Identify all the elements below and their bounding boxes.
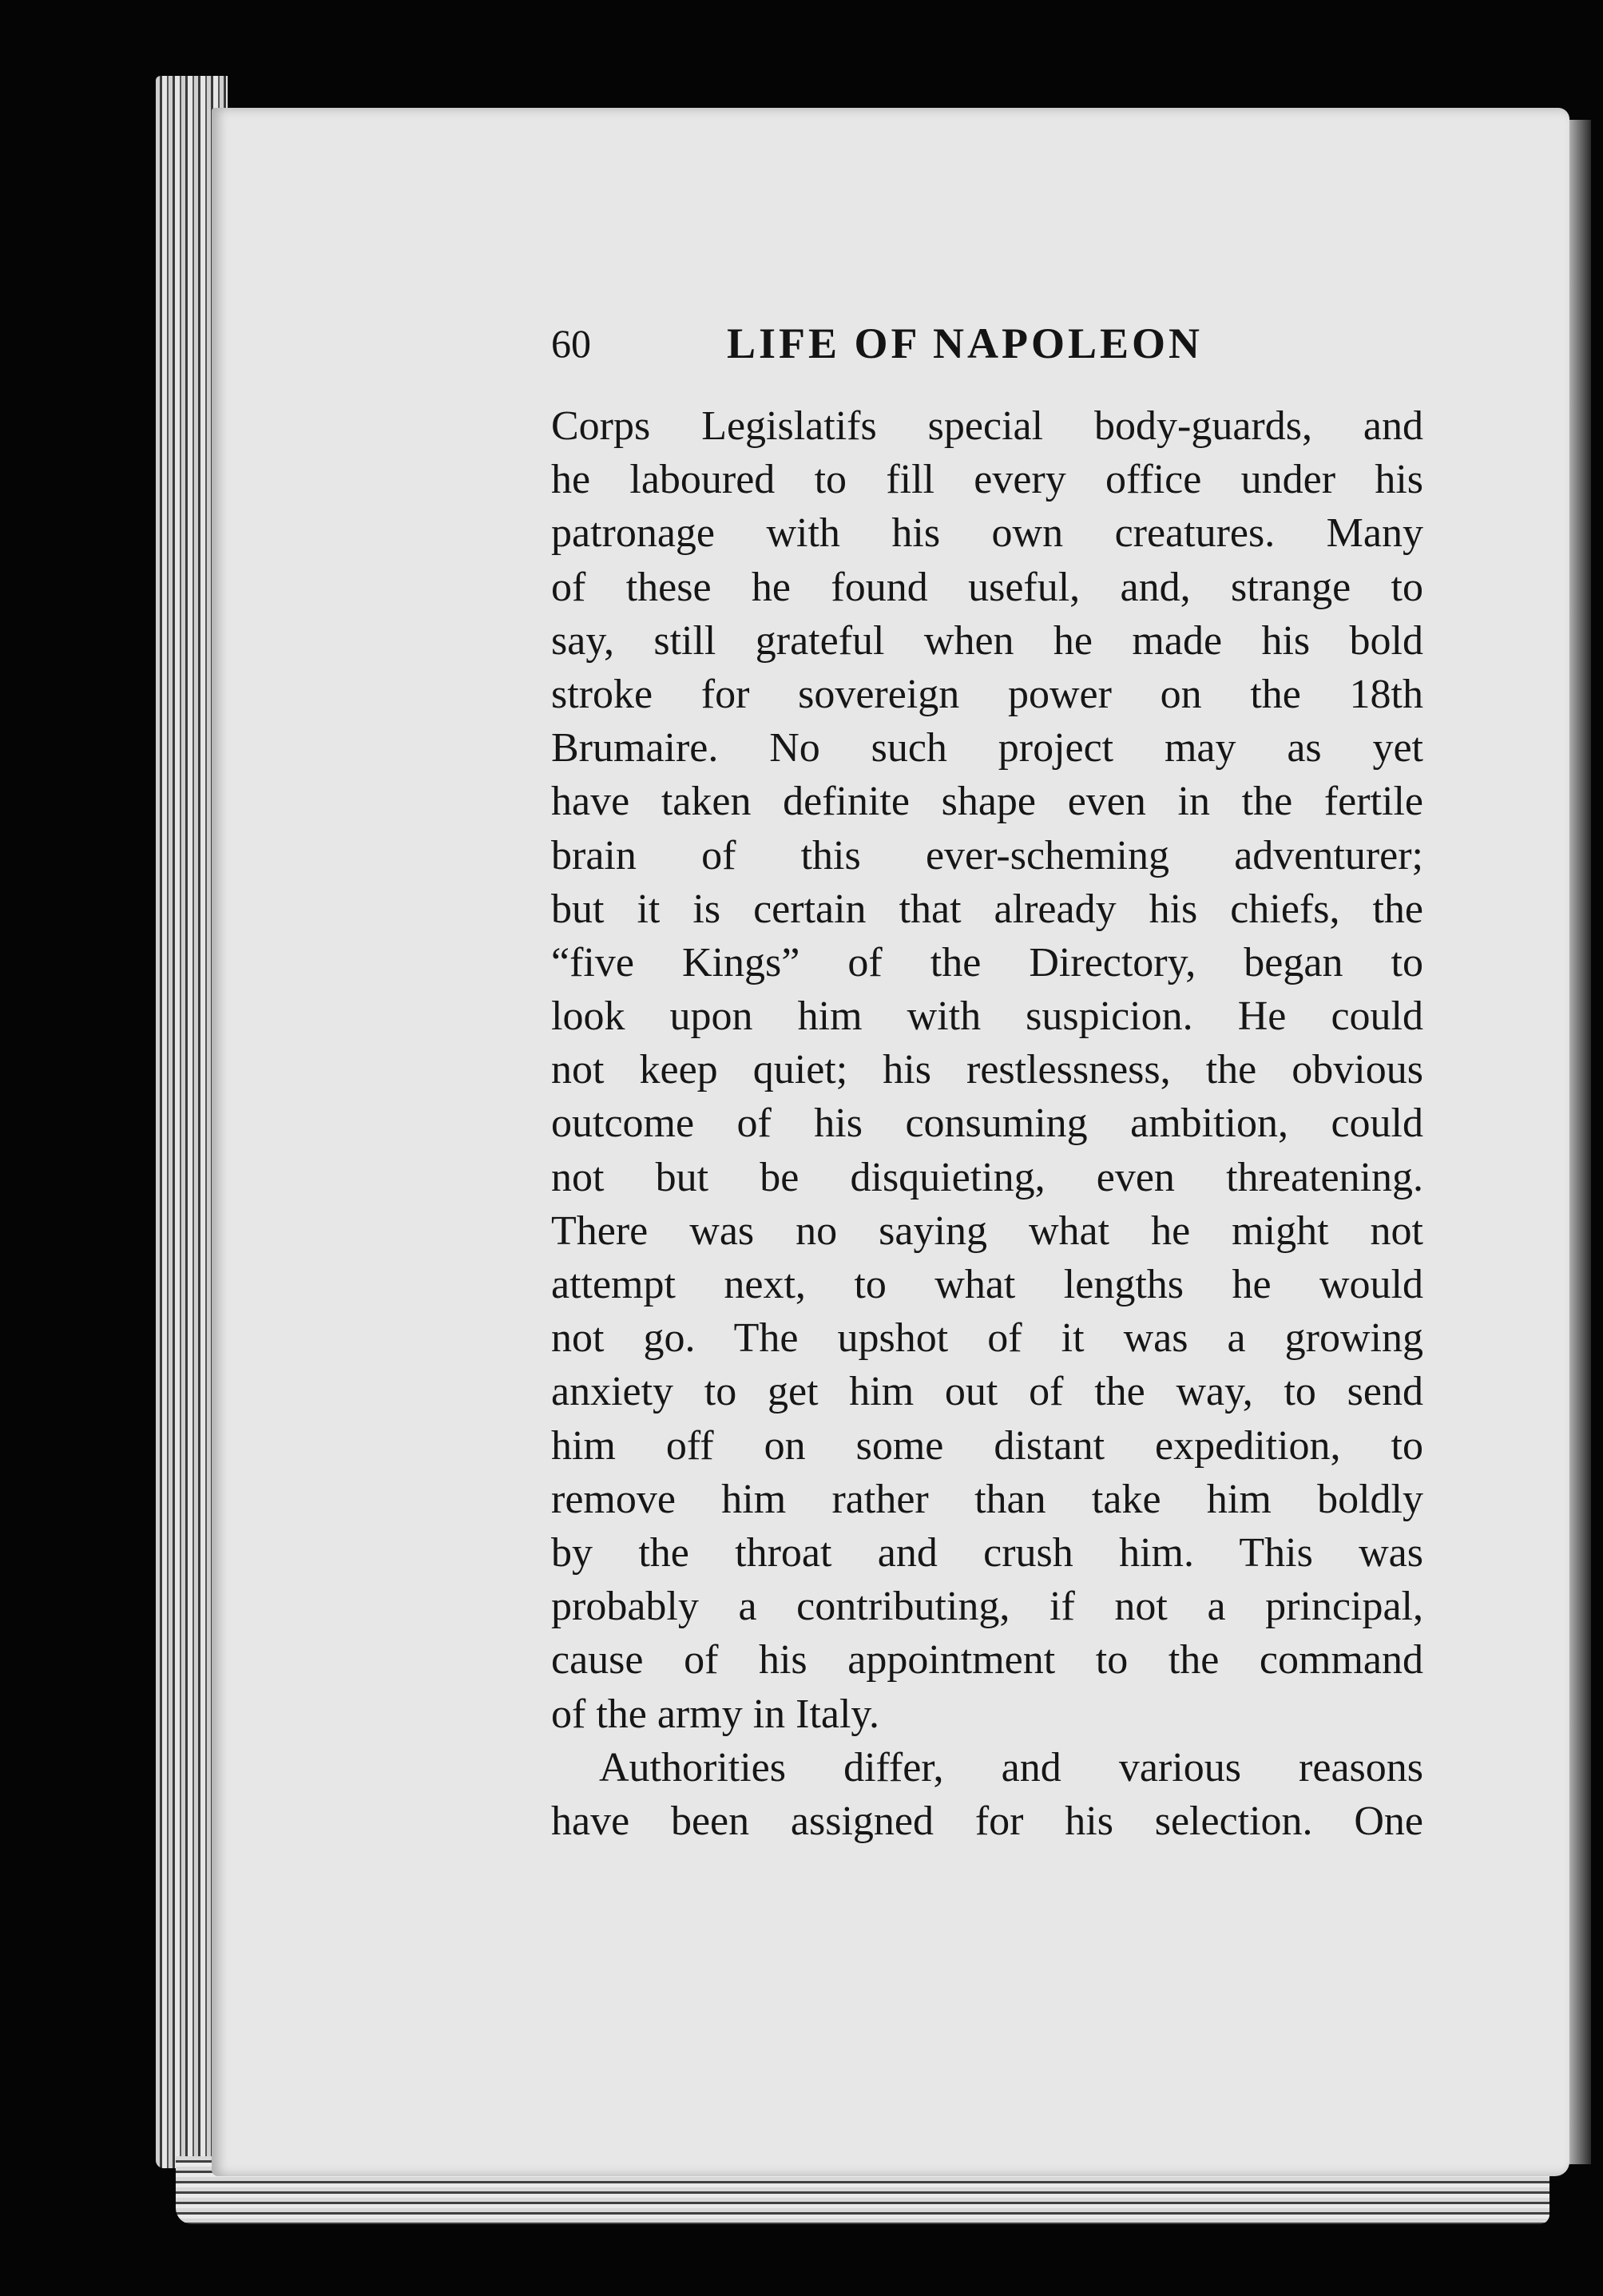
text-line: brain of this ever-scheming adventurer; xyxy=(551,832,1423,878)
running-title: LIFE OF NAPOLEON xyxy=(727,319,1204,367)
book-page-edge-right xyxy=(1567,120,1591,2164)
text-line: remove him rather than take him boldly xyxy=(551,1476,1423,1522)
text-line: he laboured to fill every office under his xyxy=(551,457,1423,503)
text-line: not but be disquieting, even threatening. xyxy=(551,1154,1423,1200)
body-text xyxy=(551,399,1423,1848)
text-line: not keep quiet; his restlessness, the obvious xyxy=(551,1047,1423,1093)
text-line: of the army in Italy. xyxy=(551,1691,880,1737)
running-head xyxy=(551,315,1262,379)
text-line: Brumaire. No such project may as yet xyxy=(551,725,1423,771)
text-line: patronage with his own creatures. Many xyxy=(551,510,1423,557)
page-number: 60 xyxy=(551,321,591,366)
text-line: Corps Legislatifs special body-guards, and xyxy=(551,403,1423,449)
text-line: by the throat and crush him. This was xyxy=(551,1529,1423,1576)
text-line: cause of his appointment to the command xyxy=(551,1637,1423,1683)
text-line: outcome of his consuming ambition, could xyxy=(551,1100,1423,1147)
text-line: look upon him with suspicion. He could xyxy=(551,993,1423,1040)
text-line: stroke for sovereign power on the 18th xyxy=(551,671,1423,717)
text-line: There was no saying what he might not xyxy=(551,1207,1423,1254)
text-line: him off on some distant expedition, to xyxy=(551,1422,1423,1469)
text-line: Authorities differ, and various reasons xyxy=(599,1744,1423,1790)
text-line: have taken definite shape even in the fertile xyxy=(551,779,1423,825)
text-line: but it is certain that already his chiefs, the xyxy=(551,886,1423,932)
text-line: anxiety to get him out of the way, to send xyxy=(551,1369,1423,1415)
text-line: of these he found useful, and, strange to xyxy=(551,564,1423,610)
text-line: “five Kings” of the Directory, began to xyxy=(551,939,1423,985)
text-line: say, still grateful when he made his bold xyxy=(551,617,1423,664)
text-line: probably a contributing, if not a principal, xyxy=(551,1584,1423,1630)
text-line: have been assigned for his selection. One xyxy=(551,1798,1423,1844)
text-line: not go. The upshot of it was a growing xyxy=(551,1315,1423,1362)
text-line: attempt next, to what lengths he would xyxy=(551,1262,1423,1307)
